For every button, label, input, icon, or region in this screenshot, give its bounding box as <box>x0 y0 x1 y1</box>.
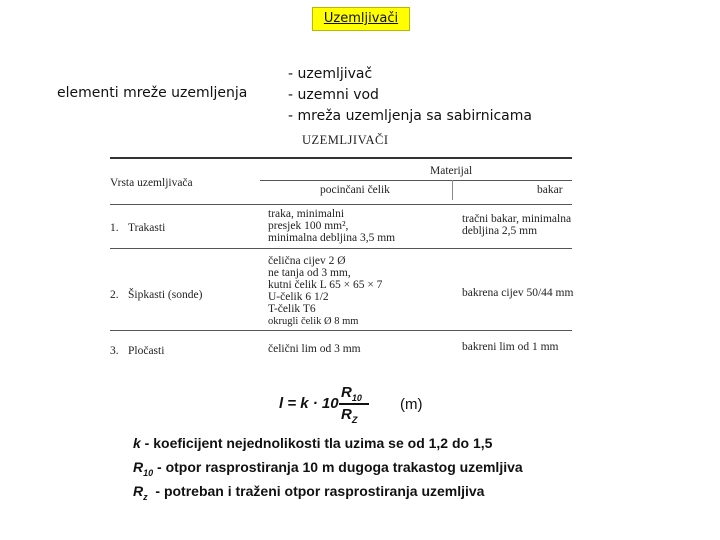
bullet-item: - mreža uzemljenja sa sabirnicama <box>288 108 532 124</box>
bullet-list <box>288 64 532 127</box>
header-steel: pocinčani čelik <box>320 184 390 196</box>
slide-title: Uzemljivači <box>323 11 399 26</box>
header-copper: bakar <box>537 184 563 196</box>
row-num: 1. <box>110 222 119 234</box>
formula-unit: (m) <box>400 396 423 413</box>
definitions <box>133 434 523 505</box>
row-steel-line: čelična cijev 2 Ø <box>268 255 346 267</box>
table-caption: UZEMLJIVAČI <box>302 133 389 147</box>
row-type: Šipkasti (sonde) <box>128 289 203 301</box>
row-steel-line: T-čelik T6 <box>268 303 316 315</box>
row-type: Trakasti <box>128 222 166 234</box>
row-copper-line: debljina 2,5 mm <box>462 225 538 237</box>
row-steel-line: traka, minimalni <box>268 208 345 220</box>
row-num: 2. <box>110 289 119 301</box>
header-material: Materijal <box>430 165 473 177</box>
row-steel-line: U-čelik 6 1/2 <box>268 291 329 303</box>
fraction-bar <box>339 403 369 405</box>
table-rule-row <box>110 248 572 249</box>
bullet-item: - uzemni vod <box>288 87 379 103</box>
slide-title-box <box>312 7 410 31</box>
row-steel-line: okrugli čelik Ø 8 mm <box>268 316 359 327</box>
header-type: Vrsta uzemljivača <box>110 177 193 189</box>
row-copper-line: tračni bakar, minimalna <box>462 213 572 225</box>
definition-line: $R_z$ - potreban i traženi otpor rasprostiranja uzemljiva <box>133 482 485 502</box>
definition-line: k - koeficijent nejednolikosti tla uzima se od 1,2 do 1,5 <box>133 435 493 451</box>
formula-lhs: l = k · 10 <box>279 395 339 412</box>
elements-label: elementi mreže uzemljenja <box>57 85 248 101</box>
row-num: 3. <box>110 345 119 357</box>
definition-line: $R_{10}$ - otpor rasprostiranja 10 m dugoga trakastog uzemljiva <box>133 458 523 478</box>
bullet-item: - uzemljivač <box>288 66 373 82</box>
row-copper-line: bakreni lim od 1 mm <box>462 341 559 353</box>
formula-numerator: $R_{10}$ <box>341 384 362 403</box>
row-steel-line: kutni čelik L 65 × 65 × 7 <box>268 279 383 291</box>
table-col-divider <box>452 180 453 200</box>
row-steel-line: ne tanja od 3 mm, <box>268 267 351 279</box>
row-steel-line: čelični lim od 3 mm <box>268 343 361 355</box>
scanned-table <box>100 130 600 362</box>
table-rule-header <box>110 204 572 205</box>
row-steel-line: presjek 100 mm², <box>268 220 349 232</box>
table-rule-row <box>110 330 572 331</box>
table-rule-top <box>110 157 572 159</box>
table-rule-material <box>260 180 572 181</box>
row-copper-line: bakrena cijev 50/44 mm <box>462 287 574 299</box>
row-steel-line: minimalna debljina 3,5 mm <box>268 232 396 244</box>
formula-denominator: $R_Z$ <box>341 406 358 425</box>
row-type: Pločasti <box>128 345 165 357</box>
